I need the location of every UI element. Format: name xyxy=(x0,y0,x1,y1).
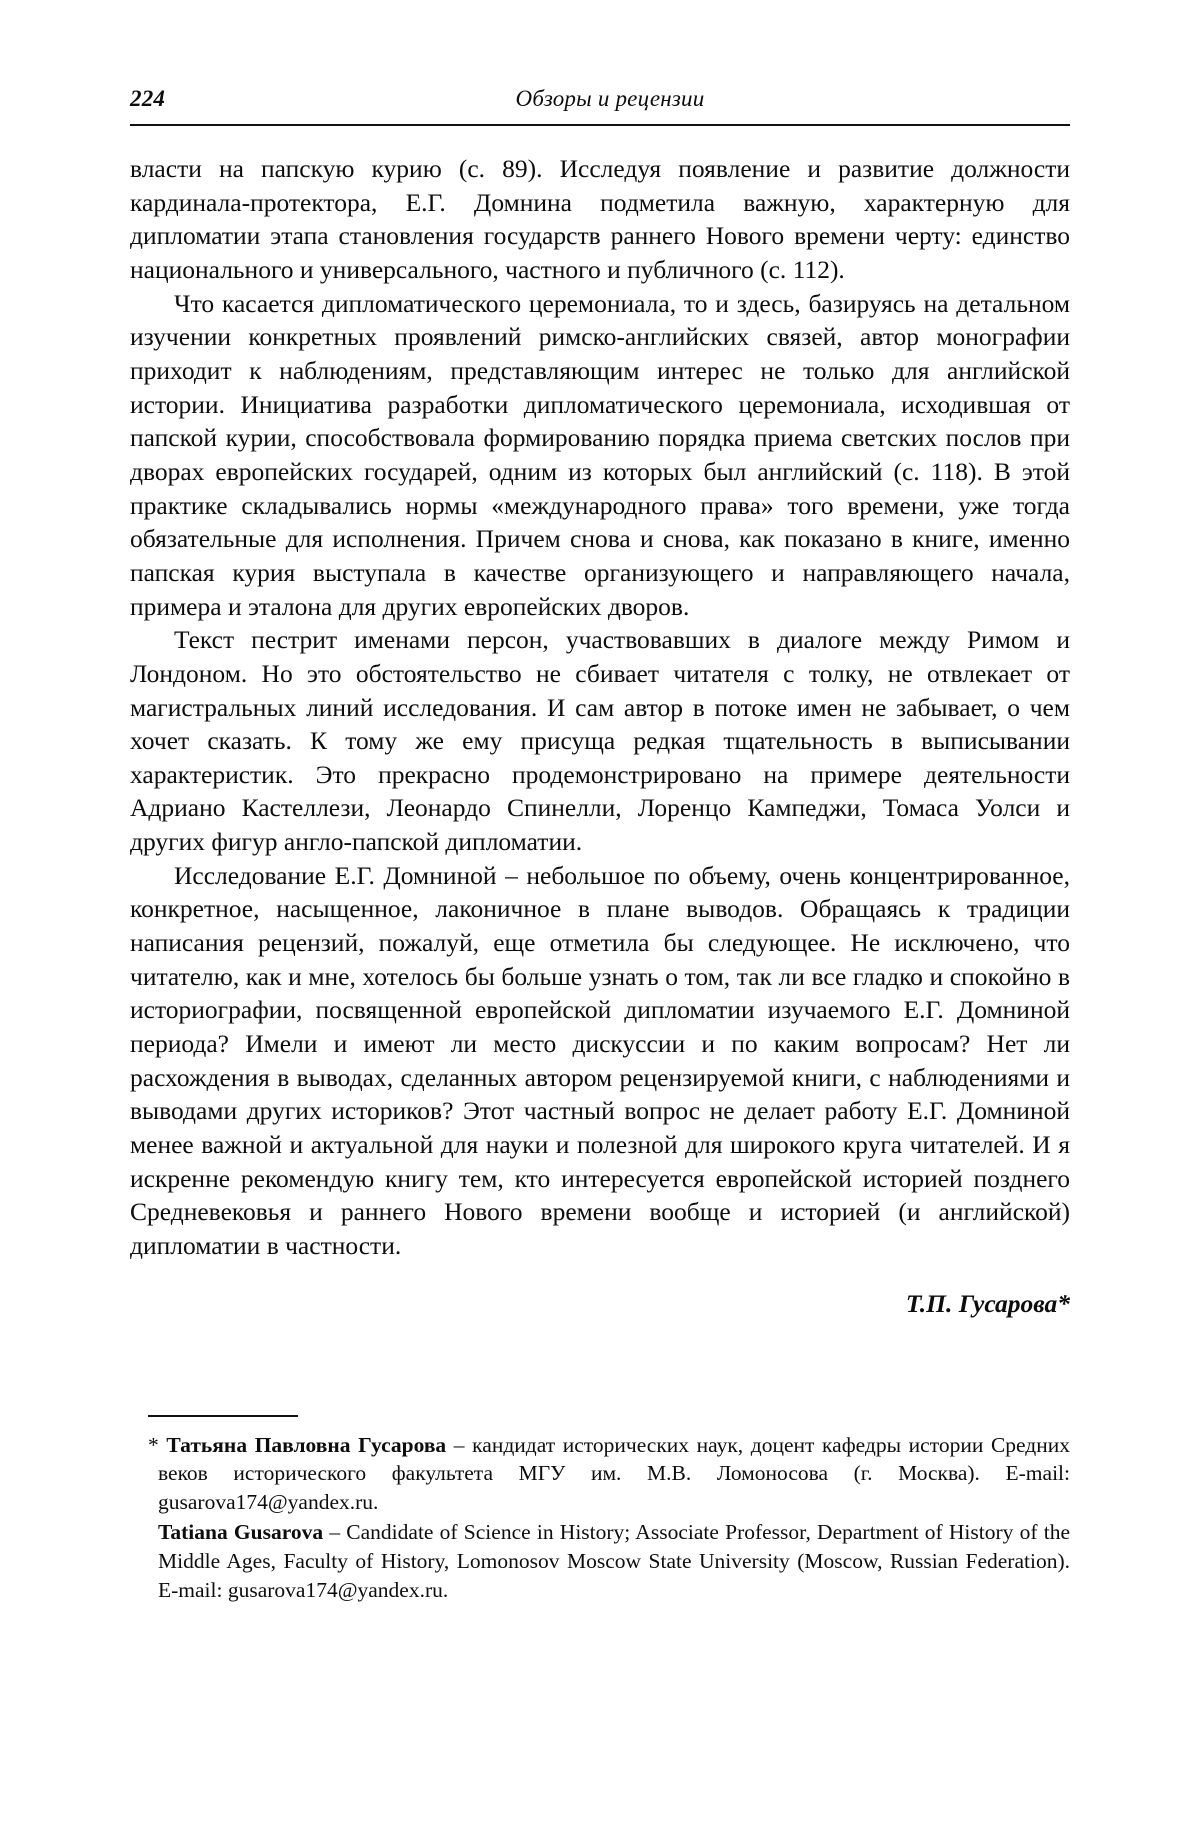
header-rule xyxy=(130,124,1070,126)
body-text xyxy=(130,152,1070,1263)
paragraph: власти на папскую курию (с. 89). Исследуя появление и развитие должности кардинала-протектора, Е.Г. Домнина подметила важную, характерную для дипломатии этапа становления государств раннего Нового времени черту: единство национального и универсального, частного и публичного (с. 112). xyxy=(130,154,1070,284)
page-number: 224 xyxy=(130,86,166,111)
running-head xyxy=(130,86,1070,112)
footnote-marker: * xyxy=(148,1432,159,1457)
section-title: Обзоры и рецензии xyxy=(515,86,705,111)
footnote-text-en: – Candidate of Science in History; Associate Professor, Department of History of the Middle Ages, Faculty of History, Lomonosov Moscow State University (Moscow, Russian Federation). E-mail: gusarova174@yandex.ru. xyxy=(158,1520,1070,1602)
paragraph: Текст пестрит именами персон, участвовавших в диалоге между Римом и Лондоном. Но это обстоятельство не сбивает читателя с толку, не отвлекает от магистральных линий исследования. И сам автор в потоке имен не забывает, о чем хочет сказать. К тому же ему присуща редкая тщательность в выписывании характеристик. Это прекрасно продемонстрировано на примере деятельности Адриано Кастеллези, Леонардо Спинелли, Лоренцо Кампеджи, Томаса Уолси и других фигур англо-папской дипломатии. xyxy=(130,625,1070,857)
paragraph: Исследование Е.Г. Домниной – небольшое по объему, очень концентрированное, конкретное, насыщенное, лаконичное в плане выводов. Обращаясь к традиции написания рецензий, пожалуй, еще отметила бы следующее. Не исключено, что читателю, как и мне, хотелось бы больше узнать о том, так ли все гладко и спокойно в историографии, посвященной европейской дипломатии изучаемого Е.Г. Домниной периода? Имели и имеют ли место дискуссии и по каким вопросам? Нет ли расхождения в выводах, сделанных автором рецензируемой книги, с наблюдениями и выводами других историков? Этот частный вопрос не делает работу Е.Г. Домниной менее важной и актуальной для науки и полезной для широкого круга читателей. И я искренне рекомендую книгу тем, кто интересуется европейской историей позднего Средневековья и раннего Нового времени вообще и историей (и английской) дипломатии в частности. xyxy=(130,860,1070,1260)
footnote-english xyxy=(130,1518,1070,1604)
author-signature: Т.П. Гусарова* xyxy=(905,1288,1070,1318)
page-content xyxy=(130,86,1070,1606)
footnote-russian xyxy=(130,1431,1070,1517)
footnote xyxy=(130,1431,1070,1605)
footnote-rule xyxy=(148,1415,298,1417)
footnote-text-ru: – кандидат исторических наук, доцент кафедры истории Средних веков исторического факультета МГУ им. М.В. Ломоносова (г. Москва). E-mail: gusarova174@yandex.ru. xyxy=(158,1432,1071,1514)
footnote-author-en: Tatiana Gusarova xyxy=(158,1520,324,1545)
paragraph: Что касается дипломатического церемониала, то и здесь, базируясь на детальном изучении конкретных проявлений римско-английских связей, автор монографии приходит к наблюдениям, представляющим интерес не только для английской истории. Инициатива разработки дипломатического церемониала, исходившая от папской курии, способствовала формированию порядка приема светских послов при дворах европейских государей, одним из которых был английский (с. 118). В этой практике складывались нормы «международного права» того времени, уже тогда обязательные для исполнения. Причем снова и снова, как показано в книге, именно папская курия выступала в качестве организующего и направляющего начала, примера и эталона для других европейских дворов. xyxy=(130,288,1070,621)
footnote-author-ru: Татьяна Павловна Гусарова xyxy=(166,1432,447,1457)
